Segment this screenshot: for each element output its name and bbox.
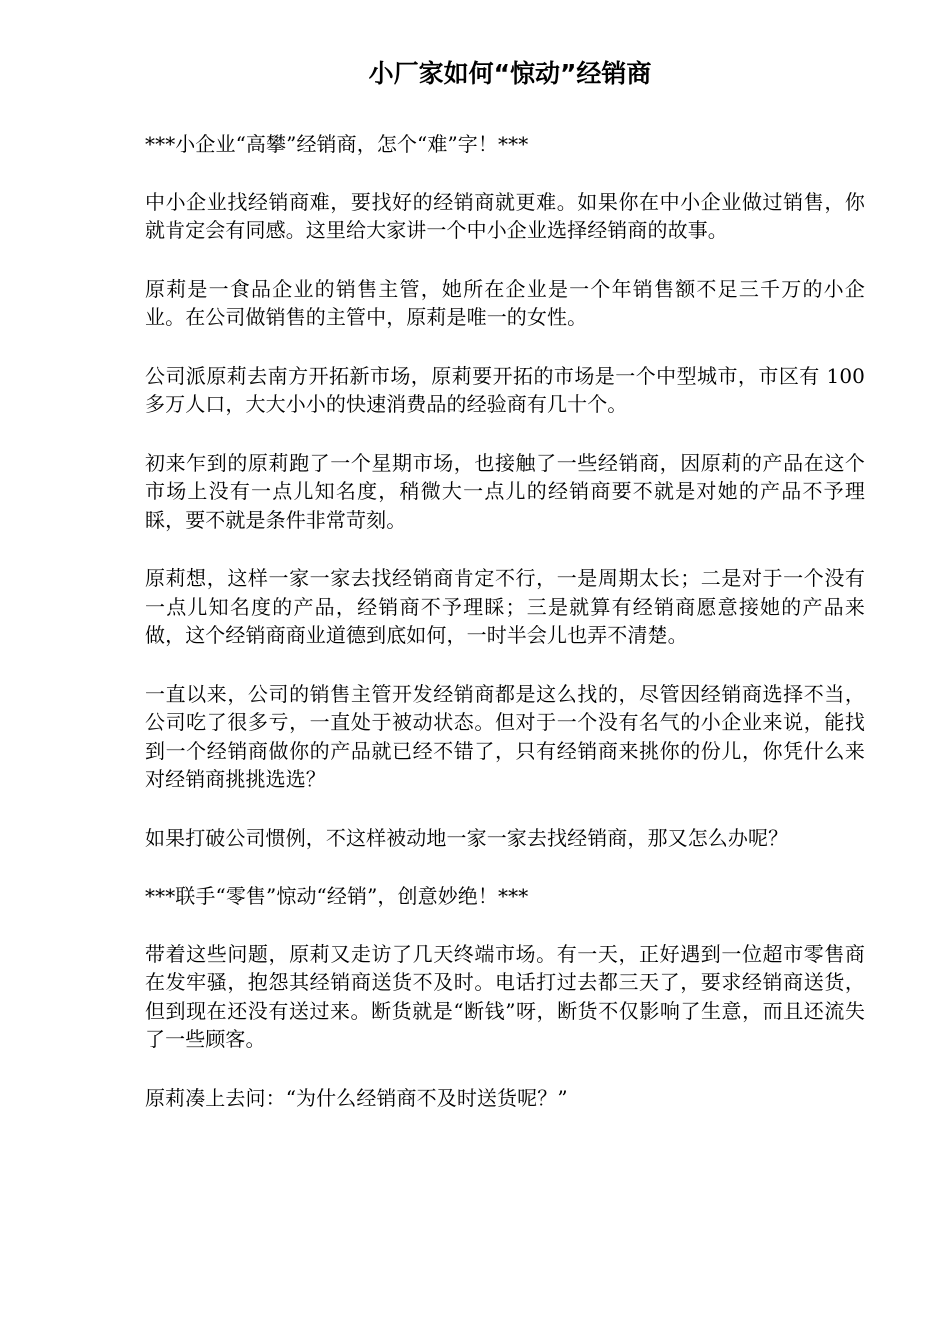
- paragraph: 带着这些问题，原莉又走访了几天终端市场。有一天，正好遇到一位超市零售商在发牢骚，抱怨其经销商送货不及时。电话打过去都三天了，要求经销商送货，但到现在还没有送过来。断货就是“断钱”呀，断货不仅影响了生意，而且还流失了一些顾客。: [145, 941, 865, 1051]
- section-heading-1: ***小企业“高攀”经销商，怎个“难”字！***: [145, 132, 529, 156]
- paragraph: 原莉凑上去问：“为什么经销商不及时送货呢？”: [145, 1085, 568, 1110]
- document-body: [145, 130, 865, 1142]
- paragraph: 原莉是一食品企业的销售主管，她所在企业是一个年销售额不足三千万的小企业。在公司做销售的主管中，原莉是唯一的女性。: [145, 276, 865, 329]
- paragraph: 一直以来，公司的销售主管开发经销商都是这么找的，尽管因经销商选择不当，公司吃了很多亏，一直处于被动状态。但对于一个没有名气的小企业来说，能找到一个经销商做你的产品就已经不错了，只有经销商来挑你的份儿，你凭什么来对经销商挑挑选选？: [145, 681, 865, 791]
- section-heading-2: ***联手“零售”惊动“经销”，创意妙绝！***: [145, 884, 529, 908]
- paragraph: 公司派原莉去南方开拓新市场，原莉要开拓的市场是一个中型城市，市区有 100 多万人口，大大小小的快速消费品的经验商有几十个。: [145, 363, 865, 416]
- paragraph: 初来乍到的原莉跑了一个星期市场，也接触了一些经销商，因原莉的产品在这个市场上没有一点儿知名度，稍微大一点儿的经销商要不就是对她的产品不予理睬，要不就是条件非常苛刻。: [145, 450, 865, 532]
- paragraph: 中小企业找经销商难，要找好的经销商就更难。如果你在中小企业做过销售，你就肯定会有同感。这里给大家讲一个中小企业选择经销商的故事。: [145, 189, 865, 242]
- paragraph: 原莉想，这样一家一家去找经销商肯定不行，一是周期太长；二是对于一个没有一点儿知名度的产品，经销商不予理睬；三是就算有经销商愿意接她的产品来做，这个经销商商业道德到底如何，一时半会儿也弄不清楚。: [145, 566, 865, 647]
- paragraph: 如果打破公司惯例，不这样被动地一家一家去找经销商，那又怎么办呢？: [145, 825, 789, 850]
- document-title: 小厂家如何“惊动”经销商: [368, 59, 652, 88]
